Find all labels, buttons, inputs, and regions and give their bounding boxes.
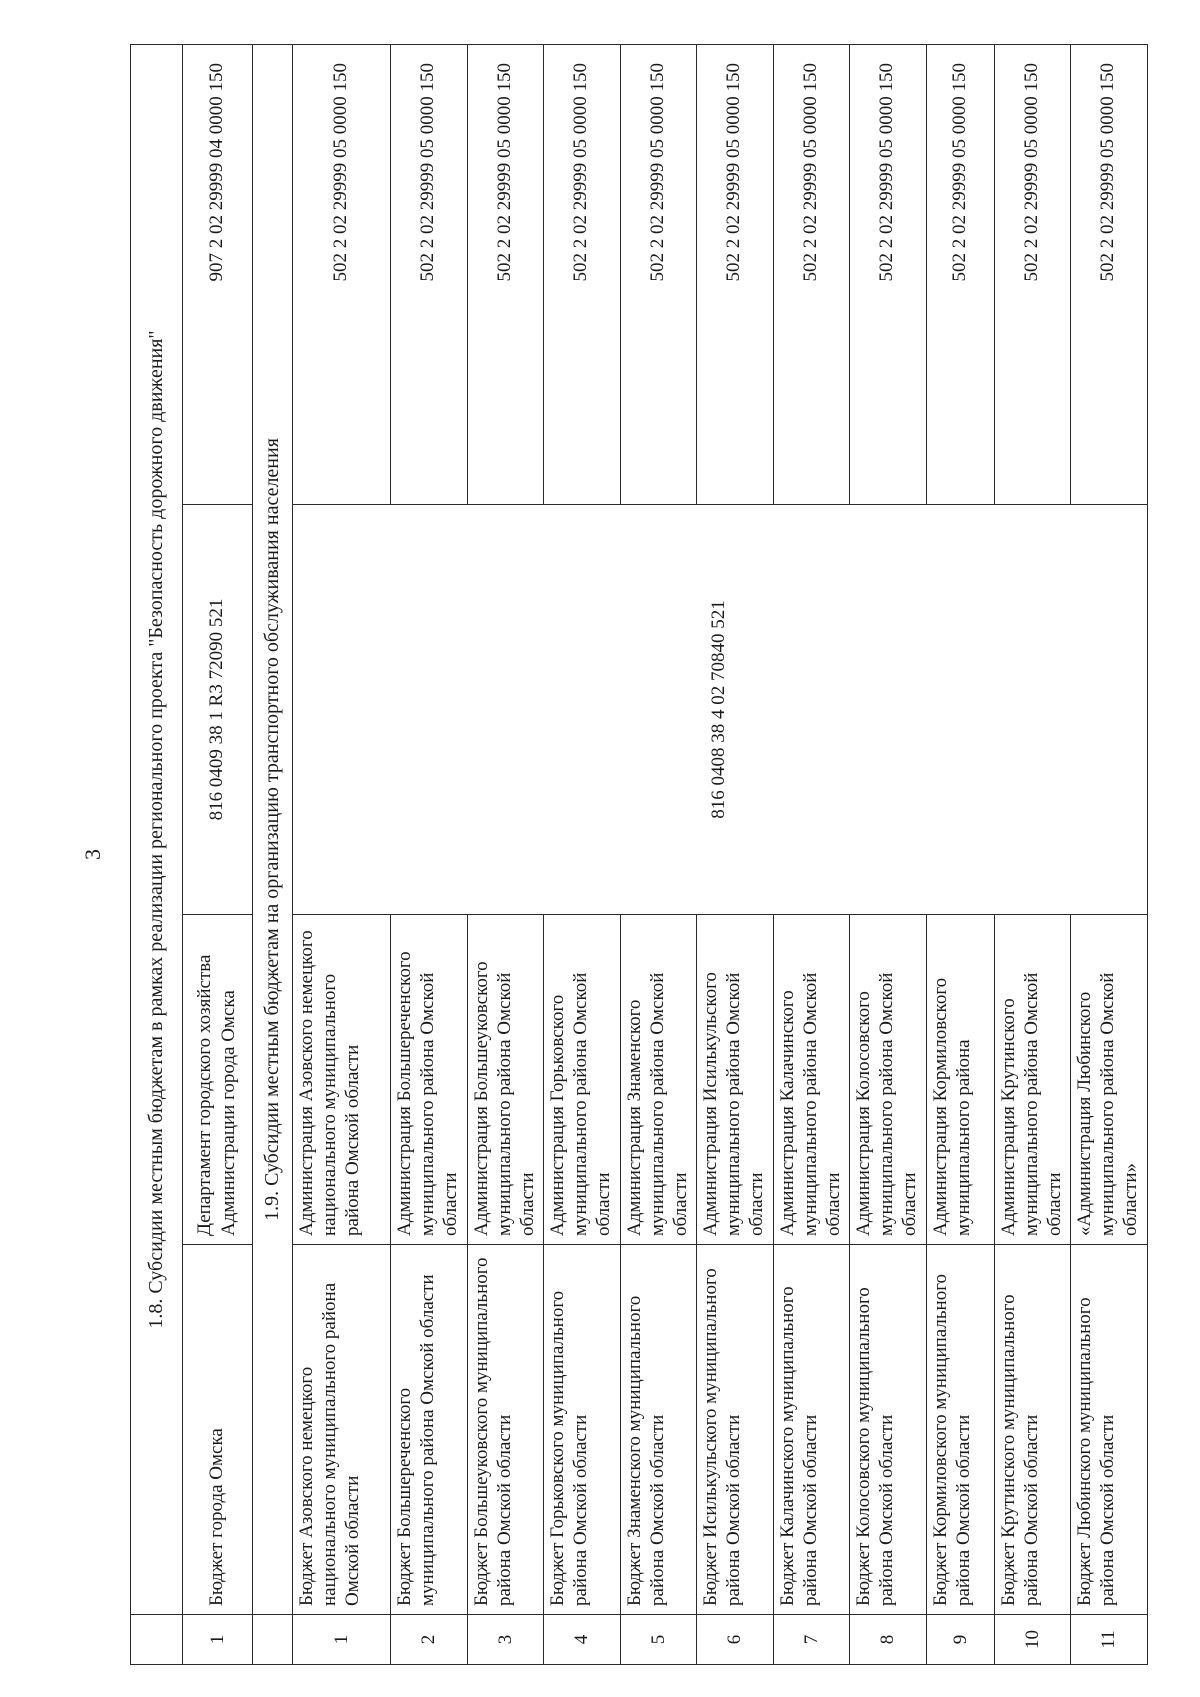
income-code: 502 2 02 29999 05 0000 150 bbox=[697, 44, 774, 504]
row-number: 5 bbox=[620, 1615, 697, 1665]
section-1-9-heading: 1.9. Субсидии местным бюджетам на организацию транспортного обслуживания населения bbox=[253, 44, 293, 1614]
budget-name: Бюджет Знаменского муниципального района Омской области bbox=[620, 1245, 697, 1615]
income-code: 502 2 02 29999 05 0000 150 bbox=[994, 44, 1071, 504]
budget-name: Бюджет Кормиловского муниципального района Омской области bbox=[926, 1245, 994, 1615]
row-number: 11 bbox=[1071, 1615, 1148, 1665]
page-number: 3 bbox=[80, 849, 105, 860]
row-number: 1 bbox=[183, 1615, 253, 1665]
row-number: 3 bbox=[467, 1615, 544, 1665]
budget-name: Бюджет Колосовского муниципального района Омской области bbox=[850, 1245, 927, 1615]
subsidy-table bbox=[130, 44, 1148, 1665]
budget-name: Бюджет Крутинского муниципального района Омской области bbox=[994, 1245, 1071, 1615]
income-code: 502 2 02 29999 05 0000 150 bbox=[926, 44, 994, 504]
income-code: 502 2 02 29999 05 0000 150 bbox=[620, 44, 697, 504]
income-code: 907 2 02 29999 04 0000 150 bbox=[183, 44, 253, 504]
section-1-9-heading-row bbox=[253, 44, 293, 1664]
income-code: 502 2 02 29999 05 0000 150 bbox=[467, 44, 544, 504]
administrator-name: Администрация Колосовского муниципального района Омской области bbox=[850, 915, 927, 1245]
administrator-name: Администрация Азовского немецкого национального муниципального района Омской области bbox=[293, 915, 391, 1245]
income-code: 502 2 02 29999 05 0000 150 bbox=[773, 44, 850, 504]
budget-name: Бюджет Исилькульского муниципального района Омской области bbox=[697, 1245, 774, 1615]
administrator-name: «Администрация Любинского муниципального района Омской области» bbox=[1071, 915, 1148, 1245]
income-code: 502 2 02 29999 05 0000 150 bbox=[293, 44, 391, 504]
income-code: 502 2 02 29999 05 0000 150 bbox=[391, 44, 468, 504]
section-1-8-heading-row bbox=[131, 44, 183, 1664]
rotated-table-wrapper bbox=[130, 45, 1142, 1665]
administrator-name: Администрация Большеуковского муниципального района Омской области bbox=[467, 915, 544, 1245]
budget-name: Бюджет Горьковского муниципального района Омской области bbox=[544, 1245, 621, 1615]
administrator-name: Администрация Калачинского муниципального района Омской области bbox=[773, 915, 850, 1245]
row-number: 4 bbox=[544, 1615, 621, 1665]
expense-code: 816 0409 38 1 R3 72090 521 bbox=[183, 505, 253, 915]
section-1-8-heading: 1.8. Субсидии местным бюджетам в рамках реализации регионального проекта "Безопасность дорожного движения" bbox=[131, 44, 183, 1614]
budget-name: Бюджет Азовского немецкого национального муниципального района Омской области bbox=[293, 1245, 391, 1615]
row-number: 9 bbox=[926, 1615, 994, 1665]
budget-name: Бюджет Большеуковского муниципального района Омской области bbox=[467, 1245, 544, 1615]
administrator-name: Администрация Горьковского муниципального района Омской области bbox=[544, 915, 621, 1245]
row-number: 2 bbox=[391, 1615, 468, 1665]
section-1-8-row bbox=[183, 44, 253, 1664]
administrator-name: Администрация Кормиловского муниципального района bbox=[926, 915, 994, 1245]
administrator-name: Администрация Исилькульского муниципального района Омской области bbox=[697, 915, 774, 1245]
budget-name: Бюджет Любинского муниципального района Омской области bbox=[1071, 1245, 1148, 1615]
row-number: 10 bbox=[994, 1615, 1071, 1665]
row-number: 6 bbox=[697, 1615, 774, 1665]
administrator-name: Администрация Знаменского муниципального района Омской области bbox=[620, 915, 697, 1245]
expense-code: 816 0408 38 4 02 70840 521 bbox=[293, 505, 1148, 915]
income-code: 502 2 02 29999 05 0000 150 bbox=[544, 44, 621, 504]
administrator-name: Администрация Крутинского муниципального района Омской области bbox=[994, 915, 1071, 1245]
row-number: 8 bbox=[850, 1615, 927, 1665]
section-1-9-row bbox=[293, 44, 391, 1664]
row-number: 1 bbox=[293, 1615, 391, 1665]
row-number: 7 bbox=[773, 1615, 850, 1665]
administrator-name: Департамент городского хозяйства Администрации города Омска bbox=[183, 915, 253, 1245]
income-code: 502 2 02 29999 05 0000 150 bbox=[850, 44, 927, 504]
budget-name: Бюджет Большереченского муниципального района Омской области bbox=[391, 1245, 468, 1615]
budget-name: Бюджет города Омска bbox=[183, 1245, 253, 1615]
income-code: 502 2 02 29999 05 0000 150 bbox=[1071, 44, 1148, 504]
administrator-name: Администрация Большереченского муниципального района Омской области bbox=[391, 915, 468, 1245]
budget-name: Бюджет Калачинского муниципального района Омской области bbox=[773, 1245, 850, 1615]
